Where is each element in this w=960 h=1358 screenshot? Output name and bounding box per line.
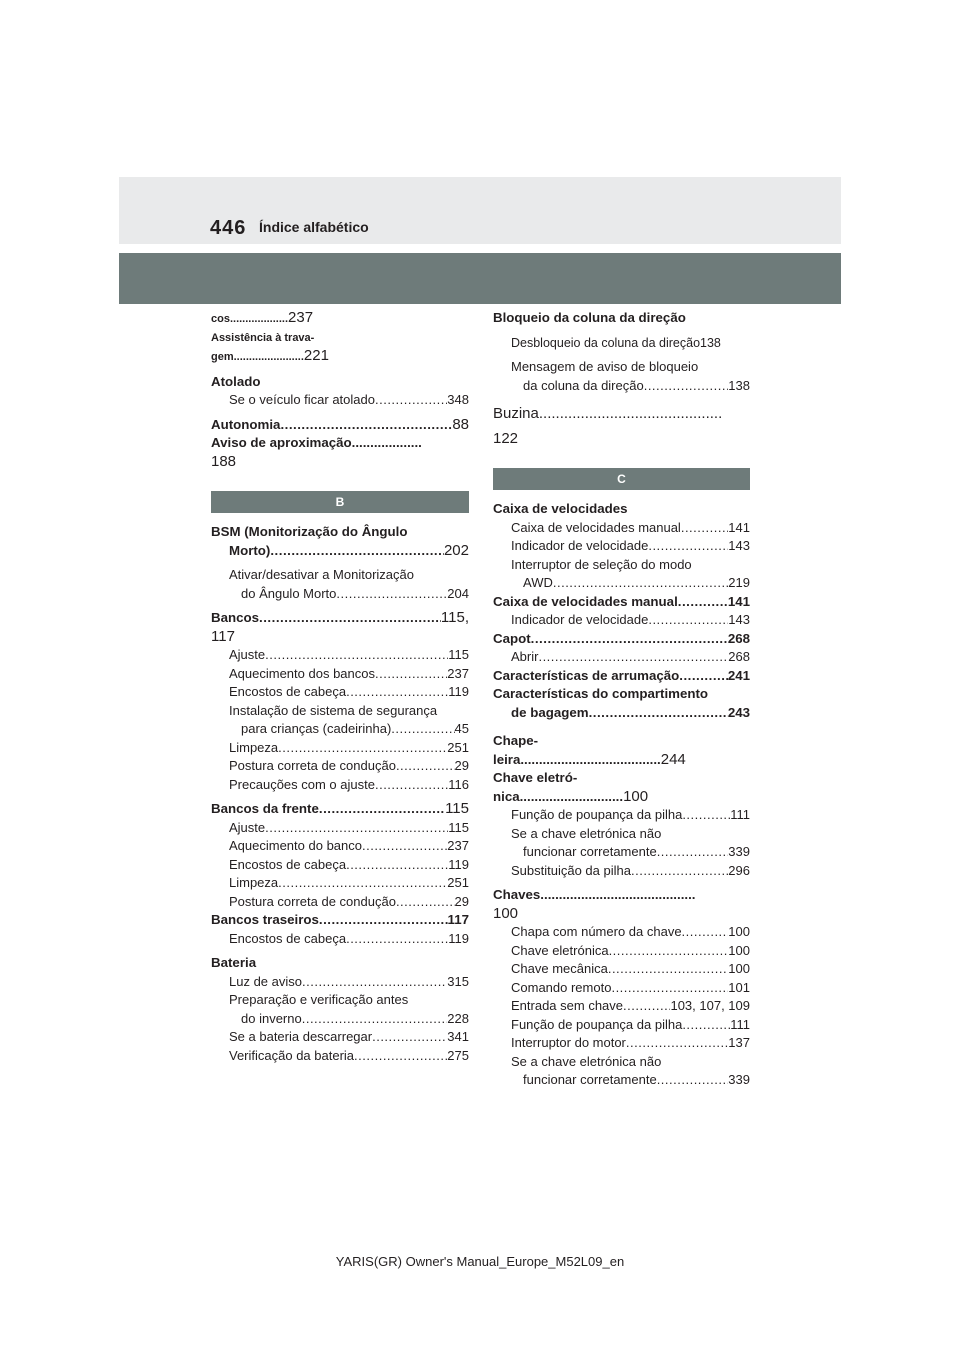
- index-page-ref: 100: [493, 904, 519, 922]
- index-subentry: Indicador de velocidade ..... 143: [493, 611, 750, 630]
- index-subentry: Se a chave eletrónica não: [511, 1053, 662, 1069]
- index-entry: Bancos traseiros ..... 117: [211, 911, 469, 930]
- index-subentry: Abrir ..... 268: [493, 648, 750, 667]
- index-entry: Bateria: [211, 955, 257, 970]
- index-entry: Capot ..... 268: [493, 630, 750, 649]
- index-subentry: Entrada sem chave ..... 103, 107, 109: [493, 997, 750, 1016]
- index-subentry: Comando remoto ..... 101: [493, 979, 750, 998]
- index-subentry: Função de poupança da pilha ..... 111: [493, 806, 750, 825]
- index-subentry: Luz de aviso ..... 315: [211, 973, 469, 992]
- index-subentry: Substituição da pilha ..... 296: [493, 862, 750, 881]
- index-entry: Chave eletró-: [493, 770, 578, 785]
- index-subentry: Caixa de velocidades manual ..... 141: [493, 519, 750, 538]
- index-subentry: do Ângulo Morto ..... 204: [211, 585, 469, 604]
- index-subentry: Precauções com o ajuste ..... 116: [211, 776, 469, 795]
- index-subentry: Encostos de cabeça ..... 119: [211, 930, 469, 949]
- index-subentry: Encostos de cabeça ..... 119: [211, 683, 469, 702]
- page-number: 446: [210, 217, 247, 239]
- index-subentry: Postura correta de condução ..... 29: [211, 757, 469, 776]
- index-subentry: Chapa com número da chave ..... 100: [493, 923, 750, 942]
- index-subentry: Ativar/desativar a Monitorização: [229, 567, 414, 582]
- index-subentry: Indicador de velocidade ..... 143: [493, 537, 750, 556]
- index-subentry: Se a bateria descarregar ..... 341: [211, 1028, 469, 1047]
- index-subentry: Desbloqueio da coluna da direção138: [511, 335, 721, 350]
- section-header-b: B: [211, 491, 469, 513]
- index-subentry: Chave eletrónica ..... 100: [493, 942, 750, 961]
- index-subentry: AWD ..... 219: [493, 574, 750, 593]
- index-column-right: [493, 309, 750, 1090]
- index-subentry: Aquecimento dos bancos ..... 237: [211, 665, 469, 684]
- index-subentry: Interruptor do motor ..... 137: [493, 1034, 750, 1053]
- index-subentry: Mensagem de aviso de bloqueio: [511, 359, 699, 374]
- index-entry: Aviso de aproximação...................: [211, 435, 422, 450]
- index-page-ref: 188: [211, 452, 237, 470]
- index-entry: gem.......................221: [211, 347, 329, 364]
- index-subentry: Limpeza ..... 251: [211, 739, 469, 758]
- index-entry: Atolado: [211, 373, 261, 389]
- index-entry: Características do compartimento: [493, 686, 709, 701]
- index-subentry: para crianças (cadeirinha) ..... 45: [211, 720, 469, 739]
- page-title: Índice alfabético: [259, 219, 369, 235]
- index-entry: Caixa de velocidades manual ..... 141: [493, 593, 750, 612]
- index-subentry: Função de poupança da pilha ..... 111: [493, 1016, 750, 1035]
- index-subentry: Se a chave eletrónica não: [511, 825, 662, 841]
- index-entry: Caixa de velocidades: [493, 501, 628, 516]
- index-subentry: Instalação de sistema de segurança: [229, 702, 438, 718]
- index-entry: Bancos da frente ..... 115: [211, 800, 469, 819]
- index-subentry: Ajuste ..... 115: [211, 646, 469, 665]
- index-page-ref: 122: [493, 429, 519, 447]
- index-subentry: Postura correta de condução ..... 29: [211, 893, 469, 912]
- index-entry: Morto) ..... 202: [211, 542, 469, 561]
- index-entry: de bagagem ..... 243: [493, 704, 750, 723]
- index-subentry: funcionar corretamente ..... 339: [493, 843, 750, 862]
- index-entry: leira......................................244: [493, 750, 686, 768]
- index-page-ref: 117: [211, 627, 235, 645]
- index-subentry: funcionar corretamente ..... 339: [493, 1071, 750, 1090]
- index-subentry: Chave mecânica ..... 100: [493, 960, 750, 979]
- index-subentry: Preparação e verificação antes: [229, 992, 409, 1007]
- footer-manual-id: YARIS(GR) Owner's Manual_Europe_M52L09_en: [335, 1254, 625, 1269]
- index-entry: Autonomia ..... 88: [211, 416, 469, 435]
- index-entry: Bloqueio da coluna da direção: [493, 310, 686, 325]
- index-subentry: Verificação da bateria ..... 275: [211, 1047, 469, 1066]
- index-subentry: Aquecimento do banco ..... 237: [211, 837, 469, 856]
- index-entry: cos...................237: [211, 309, 314, 326]
- index-subentry: do inverno ..... 228: [211, 1010, 469, 1029]
- index-entry: nica............................100: [493, 787, 649, 805]
- index-subentry: Ajuste ..... 115: [211, 819, 469, 838]
- index-subentry: Limpeza ..... 251: [211, 874, 469, 893]
- index-column-left: [211, 309, 469, 1065]
- index-subentry: Se o veículo ficar atolado ..... 348: [211, 391, 469, 410]
- index-entry: Chape-: [493, 733, 539, 748]
- index-entry: Bancos ..... 115,: [211, 609, 469, 628]
- header-band: [119, 253, 841, 304]
- index-subentry: Encostos de cabeça ..... 119: [211, 856, 469, 875]
- section-header-c: C: [493, 468, 750, 490]
- index-subentry: Interruptor de seleção do modo: [511, 556, 692, 572]
- index-entry: Chaves..........................................: [493, 887, 696, 902]
- index-entry: BSM (Monitorização do Ângulo: [211, 524, 408, 539]
- index-entry: Características de arrumação ..... 241: [493, 667, 750, 686]
- index-subentry: da coluna da direção ..... 138: [493, 377, 750, 396]
- index-entry: Assistência à trava-: [211, 331, 315, 344]
- index-entry: Buzina............................................: [493, 405, 723, 422]
